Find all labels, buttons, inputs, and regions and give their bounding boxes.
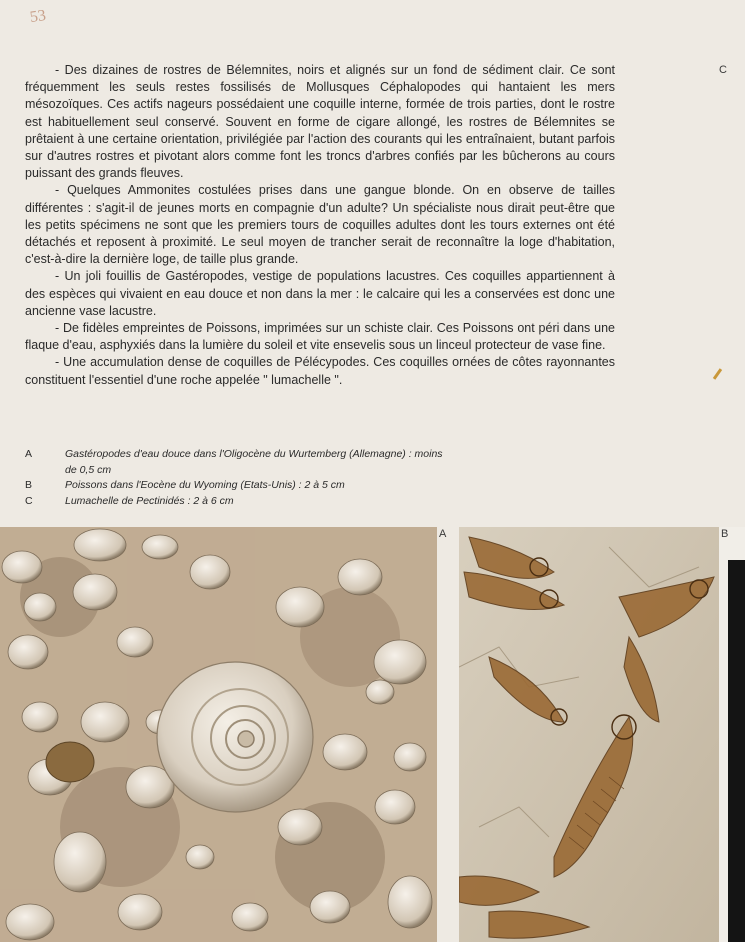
page-number-handwritten: 53: [28, 6, 48, 27]
caption-text: Poissons dans l'Eocène du Wyoming (Etats-Unis) : 2 à 5 cm: [65, 479, 345, 491]
pencil-mark: [713, 368, 722, 380]
caption-letter: B: [25, 479, 33, 491]
caption-text: Lumachelle de Pectinidés : 2 à 6 cm: [65, 494, 234, 507]
paragraph-poissons: - De fidèles empreintes de Poissons, imprimées sur un schiste clair. Ces Poissons ont péri dans une flaque d'eau, asphyxiés dans la lumière du soleil et vite ensevelis sous un linceul protecteur de vase fine.: [25, 321, 615, 353]
plate-label-c: C: [719, 64, 727, 76]
article-text: [25, 62, 615, 389]
caption-letter: C: [25, 494, 33, 507]
paragraph-pelecypodes: - Une accumulation dense de coquilles de Pélécypodes. Ces coquilles ornées de côtes rayonnantes constituent l'essentiel d'une roche appelée " lumachelle ".: [25, 355, 615, 387]
gastropod-photo-illustration: [0, 527, 437, 942]
captions-list: [25, 447, 445, 509]
paragraph-ammonites: - Quelques Ammonites costulées prises dans une gangue blonde. On en observe de tailles différentes : s'agit-il de jeunes morts en compagnie d'un adulte? Un spécialiste nous dirait peut-être que les petits spécimens ne sont que les premiers tours de coquilles adultes dont les tours externes ont été détachés et reposent à proximité. Le seul moyen de trancher serait de reconnaître la loge d'habitation, c'est-à-dire la dernière loge, de taille plus grande.: [25, 183, 615, 267]
caption-text: Gastéropodes d'eau douce dans l'Oligocène du Wurtemberg (Allemagne) : moins de 0,5 cm: [65, 448, 443, 476]
scan-edge-bar: [728, 560, 745, 942]
paragraph-gasteropodes: - Un joli fouillis de Gastéropodes, vestige de populations lacustres. Ces coquilles appartiennent à des espèces qui vivaient en eau douce et non dans la mer : le calcaire qui les a conservées est donc une ancienne vase lacustre.: [25, 269, 615, 318]
plate-label-a: A: [439, 528, 447, 540]
caption-a: [25, 447, 445, 478]
paragraph-belemnites: - Des dizaines de rostres de Bélemnites, noirs et alignés sur un fond de sédiment clair. Ce sont fréquemment les seuls restes fossilisés de Mollusques Céphalopodes qui hantaient les mers mésozoïques. Ces actifs nageurs possédaient une coquille interne, formée de trois parties, dont le rostre est habituellement seul conservé. Souvent en forme de cigare allongé, les rostres de Bélemnites se prêtaient à une certaine orientation, privilégiée par l'action des courants qui les entraînaient, butant parfois sur d'autres rostres et pivotant alors comme font les troncs d'arbres confiés par les bûcherons au cours puissant des grands fleuves.: [25, 63, 615, 181]
plate-label-b: B: [721, 528, 729, 540]
caption-c: [25, 494, 445, 510]
caption-b: [25, 478, 445, 494]
photo-poissons: [459, 527, 719, 942]
caption-letter: A: [25, 448, 33, 460]
photo-gasteropodes: [0, 527, 437, 942]
fish-fossil-illustration: [459, 527, 719, 942]
